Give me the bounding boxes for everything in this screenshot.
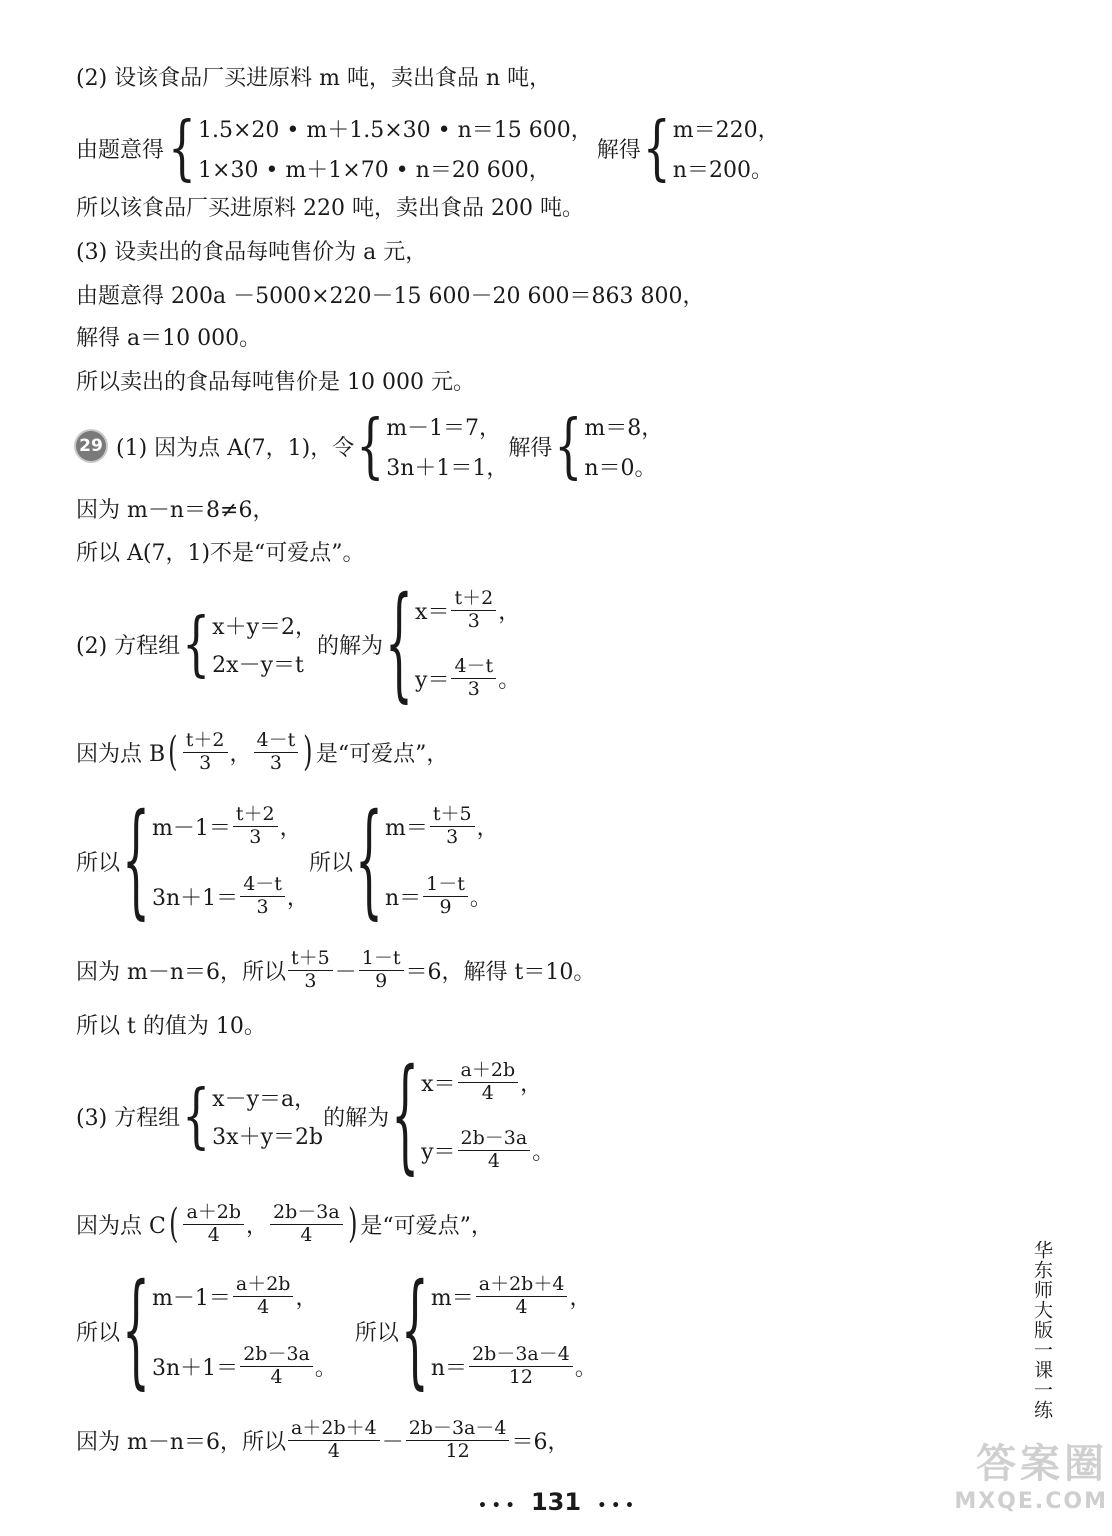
left-brace: { xyxy=(642,107,671,189)
left-brace: { xyxy=(385,572,414,716)
equation-system: 所以 { m－1＝ $\frac{a+2b}{4}$ ， 3n＋1＝ $\frac{2b-3a}{4}$ 。 所以 { m＝ $\frac{a+2b+4}{4}$ ， n＝ $\frac{2b-3a-4}{12}$ 。 xyxy=(76,1259,597,1403)
left-brace: { xyxy=(122,1259,151,1403)
text-line: (2) 设该食品厂买进原料 m 吨，卖出食品 n 吨， xyxy=(76,66,552,91)
watermark xyxy=(908,1432,1108,1514)
solution-row: y＝ $\frac{4-t}{3}$ 。 xyxy=(415,654,521,700)
left-brace: { xyxy=(122,789,151,933)
fraction: $\frac{4-t}{3}$ xyxy=(451,656,496,701)
result-row: n＝0。 xyxy=(584,455,657,481)
fraction: $\frac{t+2}{3}$ xyxy=(183,730,228,775)
watermark-top: 答案圈 xyxy=(976,1441,1108,1487)
point-b-line: 因为点 B ( $\frac{t+2}{3}$ ， $\frac{4-t}{3}$ ) 是“可爱点”， xyxy=(76,728,449,775)
text-line: 所以该食品厂买进原料 220 吨，卖出食品 200 吨。 xyxy=(76,196,584,221)
text-line: 解得 a＝10 000。 xyxy=(76,326,262,351)
page-number-value: 131 xyxy=(530,1488,582,1516)
equation-system xyxy=(76,572,521,716)
left-brace: { xyxy=(182,603,211,685)
question-number-badge: 29 xyxy=(76,431,106,461)
text-line: 所以 A(7，1)不是“可爱点”。 xyxy=(76,541,365,566)
question-29 xyxy=(76,406,663,486)
lead-text: 由题意得 xyxy=(76,137,165,163)
equation-row: 1×30 • m＋1×70 • n＝20 600， xyxy=(198,157,551,183)
equation-row: 2x－y＝t xyxy=(212,652,304,678)
equation-row: 3n＋1＝1， xyxy=(386,455,509,481)
book-title-vertical: 华东师大版一课一练 xyxy=(1031,1240,1053,1420)
dots-right: • • • xyxy=(597,1498,634,1514)
solution-row: x＝ $\frac{t+2}{3}$ ， xyxy=(415,586,521,632)
left-brace: { xyxy=(182,1075,211,1157)
equation-line: 因为 m－n＝6，所以 $\frac{a+2b+4}{4}$ － $\frac{2b-3a-4}{12}$ ＝6， xyxy=(76,1416,570,1462)
left-brace: { xyxy=(391,1044,420,1188)
equation-row: 1.5×20 • m＋1.5×30 • n＝15 600， xyxy=(198,117,593,143)
solution-text: 的解为 xyxy=(317,633,384,659)
page-number xyxy=(456,1488,656,1516)
text-line: (3) 设卖出的食品每吨售价为 a 元， xyxy=(76,240,428,265)
text-line: 所以卖出的食品每吨售价是 10 000 元。 xyxy=(76,370,475,395)
equation-row: m－1＝7， xyxy=(386,415,502,441)
solve-text: 解得 xyxy=(508,435,553,461)
text-line: 因为 m－n＝8≠6， xyxy=(76,498,275,523)
left-brace: { xyxy=(554,405,583,487)
equation-line: 因为 m－n＝6，所以 $\frac{t+5}{3}$ － $\frac{1-t}{9}$ ＝6，解得 t＝10。 xyxy=(76,946,596,992)
left-brace: { xyxy=(354,789,383,933)
point-c-line: 因为点 C ( $\frac{a+2b}{4}$ ， $\frac{2b-3a}{4}$ ) 是“可爱点”， xyxy=(76,1200,493,1247)
result-row: n＝200。 xyxy=(672,157,773,183)
left-brace: { xyxy=(400,1259,429,1403)
equation-system xyxy=(76,108,780,188)
result-row: m＝220， xyxy=(672,117,780,143)
dots-left: • • • xyxy=(477,1498,515,1514)
left-brace: { xyxy=(356,405,385,487)
equation-system: 所以 { m－1＝ $\frac{t+2}{3}$ ， 3n＋1＝ $\frac{4-t}{3}$ ， 所以 { m＝ $\frac{t+5}{3}$ ， n＝ $\frac{1-t}{9}$ 。 xyxy=(76,789,499,933)
left-brace: { xyxy=(168,107,197,189)
lead-text: (1) 因为点 A(7，1)，令 xyxy=(116,435,355,461)
equation-system: (3) 方程组 { x－y＝a， 3x＋y＝2b 的解为 { x＝ $\frac{a+2b}{4}$ ， y＝ $\frac{2b-3a}{4}$ 。 xyxy=(76,1044,555,1188)
solve-text: 解得 xyxy=(596,137,641,163)
text-line: 由题意得 200a －5000×220－15 600－20 600＝863 800， xyxy=(76,284,705,309)
watermark-bottom: MXQE.COM xyxy=(954,1489,1108,1514)
lead-text: (2) 方程组 xyxy=(76,633,181,659)
fraction: $\frac{t+2}{3}$ xyxy=(451,588,496,633)
fraction: $\frac{4-t}{3}$ xyxy=(254,730,299,775)
result-row: m＝8， xyxy=(584,415,664,441)
equation-row: x＋y＝2， xyxy=(212,614,318,640)
text-line: 所以 t 的值为 10。 xyxy=(76,1014,266,1039)
